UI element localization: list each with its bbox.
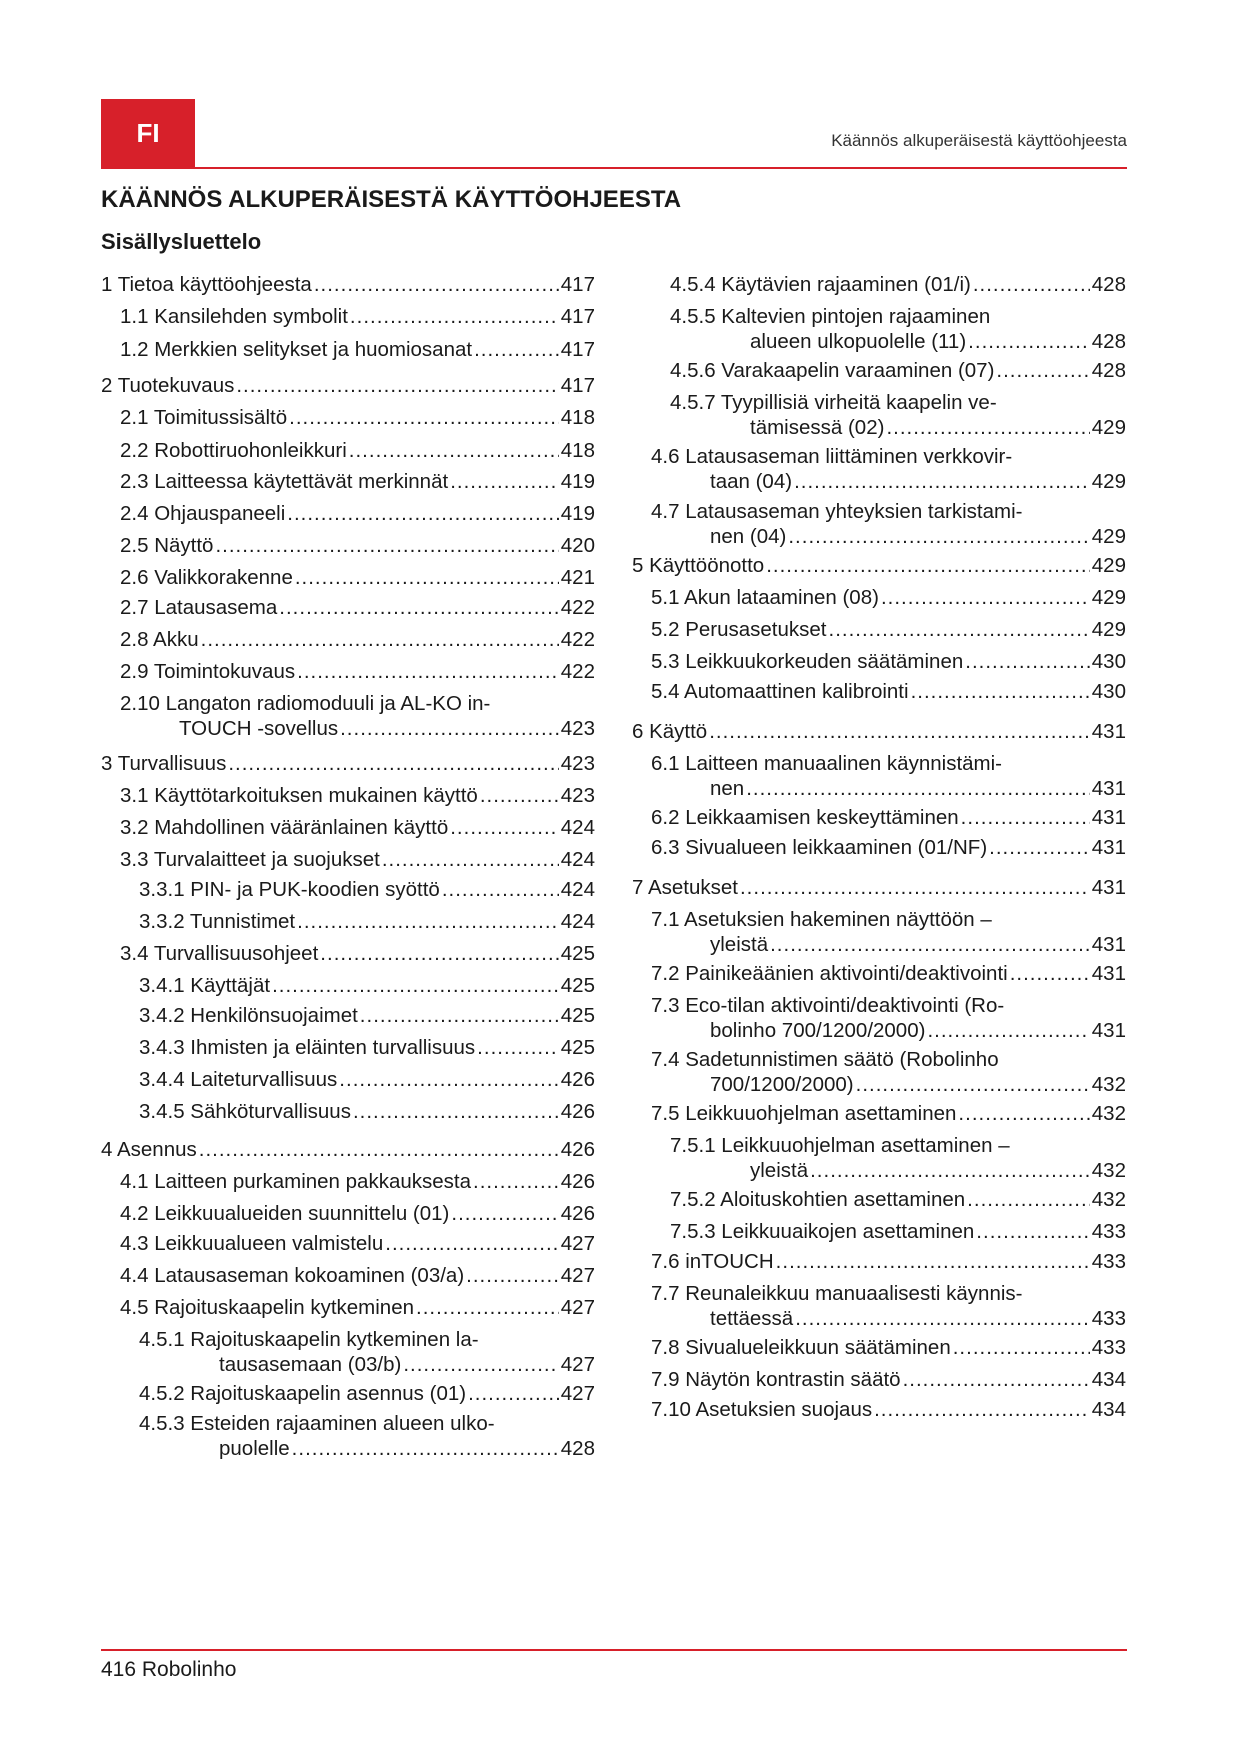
toc-page-number: 433	[1091, 1307, 1126, 1330]
toc-entry-title: 7.9 Näytön kontrastin säätö	[651, 1368, 901, 1391]
toc-leader-dots	[794, 469, 1090, 494]
toc-entry[interactable]	[120, 847, 595, 872]
toc-leader-dots	[297, 909, 559, 934]
toc-entry-title: 3.3.1 PIN- ja PUK-koodien syöttö	[139, 878, 440, 901]
toc-page-number: 417	[560, 338, 595, 361]
toc-leader-dots	[856, 1072, 1090, 1097]
toc-leader-dots	[766, 553, 1090, 578]
toc-page-number: 421	[560, 566, 595, 589]
toc-entry-title: 4.6 Latausaseman liittäminen verkkovir-	[651, 445, 1013, 468]
toc-page-number: 431	[1091, 836, 1126, 859]
toc-leader-dots	[976, 1219, 1089, 1244]
toc-entry-title: 4.1 Laitteen purkaminen pakkauksesta	[120, 1170, 472, 1193]
toc-page-number: 432	[1091, 1102, 1126, 1125]
toc-entry[interactable]	[632, 875, 1126, 900]
toc-page-number: 433	[1091, 1336, 1126, 1359]
toc-page-number: 424	[560, 878, 595, 901]
toc-leader-dots	[788, 524, 1089, 549]
toc-entry-title: 7.5.2 Aloituskohtien asettaminen	[670, 1188, 966, 1211]
toc-leader-dots	[297, 659, 559, 684]
toc-entry[interactable]	[651, 649, 1126, 674]
toc-entry[interactable]	[651, 907, 1126, 957]
toc-page-number: 417	[560, 374, 595, 397]
toc-entry-title: 4.2 Leikkuualueiden suunnittelu (01)	[120, 1202, 450, 1225]
toc-page-number: 429	[1091, 586, 1126, 609]
toc-leader-dots	[965, 649, 1090, 674]
toc-leader-dots	[881, 585, 1090, 610]
toc-page-number: 430	[1091, 680, 1126, 703]
toc-leader-dots	[295, 565, 559, 590]
toc-entry-title: 7.8 Sivualueleikkuun säätäminen	[651, 1336, 951, 1359]
toc-entry[interactable]	[651, 444, 1126, 494]
toc-entry[interactable]	[101, 1137, 595, 1162]
toc-entry-title: 2.4 Ohjauspaneeli	[120, 502, 286, 525]
toc-entry-title: TOUCH -sovellus	[179, 717, 339, 740]
toc-entry[interactable]	[120, 691, 595, 741]
toc-page-number: 429	[1091, 618, 1126, 641]
toc-entry-title: 7.7 Reunaleikkuu manuaalisesti käynnis-	[651, 1282, 1023, 1305]
toc-entry-title: 4.5.6 Varakaapelin varaaminen (07)	[670, 359, 995, 382]
toc-entry-title: 2.9 Toimintokuvaus	[120, 660, 296, 683]
toc-leader-dots	[279, 595, 559, 620]
toc-entry-title: yleistä	[710, 933, 769, 956]
toc-entry-title: 4.5.3 Esteiden rajaaminen alueen ulko-	[139, 1412, 495, 1435]
toc-leader-dots	[795, 1306, 1090, 1331]
toc-entry-title: 6 Käyttö	[632, 720, 708, 743]
footer-divider	[101, 1649, 1127, 1651]
toc-page-number: 425	[560, 1036, 595, 1059]
toc-page-number: 426	[560, 1170, 595, 1193]
toc-leader-dots	[272, 973, 559, 998]
toc-leader-dots	[996, 358, 1089, 383]
toc-page-number: 425	[560, 974, 595, 997]
toc-page-number: 423	[560, 717, 595, 740]
toc-leader-dots	[450, 469, 559, 494]
toc-entry[interactable]	[101, 272, 595, 297]
toc-entry-title: 7.6 inTOUCH	[651, 1250, 774, 1273]
toc-leader-dots	[349, 438, 559, 463]
toc-entry-title: 2.10 Langaton radiomoduuli ja AL-KO in-	[120, 692, 491, 715]
toc-entry[interactable]	[670, 1187, 1126, 1212]
toc-entry[interactable]	[670, 304, 1126, 354]
toc-page-number: 418	[560, 406, 595, 429]
toc-entry[interactable]	[139, 1381, 595, 1406]
toc-page-number: 428	[1091, 273, 1126, 296]
toc-entry-title: 6.3 Sivualueen leikkaaminen (01/NF)	[651, 836, 988, 859]
toc-entry-title: 7.1 Asetuksien hakeminen näyttöön –	[651, 908, 992, 931]
toc-page-number: 424	[560, 816, 595, 839]
toc-page-number: 417	[560, 305, 595, 328]
toc-entry[interactable]	[651, 1047, 1126, 1097]
toc-page-number: 426	[560, 1100, 595, 1123]
toc-leader-dots	[353, 1099, 559, 1124]
toc-entry-title: 2.8 Akku	[120, 628, 199, 651]
toc-entry[interactable]	[120, 941, 595, 966]
header-divider	[101, 167, 1127, 169]
toc-page-number: 422	[560, 660, 595, 683]
toc-entry[interactable]	[670, 1219, 1126, 1244]
toc-entry[interactable]	[120, 565, 595, 590]
toc-entry[interactable]	[120, 1169, 595, 1194]
toc-entry[interactable]	[651, 1249, 1126, 1274]
toc-leader-dots	[450, 815, 559, 840]
toc-page-number: 432	[1091, 1159, 1126, 1182]
toc-entry[interactable]	[651, 1101, 1126, 1126]
toc-entry-title: 4.5.2 Rajoituskaapelin asennus (01)	[139, 1382, 467, 1405]
toc-page-number: 419	[560, 470, 595, 493]
toc-page-number: 431	[1091, 876, 1126, 899]
toc-page-number: 427	[560, 1296, 595, 1319]
toc-leader-dots	[468, 1381, 559, 1406]
toc-page-number: 422	[560, 628, 595, 651]
toc-leader-dots	[385, 1231, 559, 1256]
toc-entry-title: 4.5.5 Kaltevien pintojen rajaaminen	[670, 305, 991, 328]
toc-entry[interactable]	[651, 993, 1126, 1043]
toc-entry[interactable]	[120, 533, 595, 558]
toc-entry[interactable]	[139, 973, 595, 998]
toc-leader-dots	[709, 719, 1090, 744]
toc-entry[interactable]	[651, 679, 1126, 704]
toc-leader-dots	[746, 776, 1090, 801]
toc-entry[interactable]	[120, 469, 595, 494]
toc-leader-dots	[477, 1035, 559, 1060]
toc-entry-title: tausasemaan (03/b)	[219, 1353, 402, 1376]
toc-page-number: 432	[1091, 1188, 1126, 1211]
toc-entry-title: 4.4 Latausaseman kokoaminen (03/a)	[120, 1264, 465, 1287]
toc-entry-title: 3.4.3 Ihmisten ja eläinten turvallisuus	[139, 1036, 476, 1059]
toc-leader-dots	[740, 875, 1090, 900]
toc-entry[interactable]	[139, 1003, 595, 1028]
toc-page-number: 431	[1091, 806, 1126, 829]
document-title: KÄÄNNÖS ALKUPERÄISESTÄ KÄYTTÖOHJEESTA	[101, 186, 682, 213]
toc-entry-title: 2 Tuotekuvaus	[101, 374, 235, 397]
toc-entry[interactable]	[139, 877, 595, 902]
toc-page-number: 427	[560, 1232, 595, 1255]
toc-page-number: 426	[560, 1068, 595, 1091]
toc-entry[interactable]	[651, 499, 1126, 549]
toc-entry-title: 5.3 Leikkuukorkeuden säätäminen	[651, 650, 964, 673]
toc-entry-title: 2.2 Robottiruohonleikkuri	[120, 439, 347, 462]
toc-page-number: 425	[560, 942, 595, 965]
toc-entry-title: bolinho 700/1200/2000)	[710, 1019, 926, 1042]
toc-entry-title: 3.1 Käyttötarkoituksen mukainen käyttö	[120, 784, 478, 807]
toc-leader-dots	[776, 1249, 1090, 1274]
toc-page-number: 434	[1091, 1368, 1126, 1391]
toc-entry[interactable]	[670, 390, 1126, 440]
toc-entry-title: 5.4 Automaattinen kalibrointi	[651, 680, 909, 703]
toc-leader-dots	[968, 329, 1090, 354]
toc-entry[interactable]	[120, 304, 595, 329]
toc-entry-title: 3.4.2 Henkilönsuojaimet	[139, 1004, 358, 1027]
toc-entry[interactable]	[120, 659, 595, 684]
toc-leader-dots	[350, 304, 559, 329]
toc-entry-title: 4.7 Latausaseman yhteyksien tarkistami-	[651, 500, 1023, 523]
toc-entry-title: 3.3 Turvalaitteet ja suojukset	[120, 848, 380, 871]
toc-entry-title: 4.5.4 Käytävien rajaaminen (01/i)	[670, 273, 971, 296]
toc-entry-title: 2.3 Laitteessa käytettävät merkinnät	[120, 470, 449, 493]
toc-entry[interactable]	[139, 909, 595, 934]
toc-entry-title: 2.7 Latausasema	[120, 596, 278, 619]
toc-entry-title: 7.4 Sadetunnistimen säätö (Robolinho	[651, 1048, 999, 1071]
toc-leader-dots	[451, 1201, 558, 1226]
toc-leader-dots	[903, 1367, 1090, 1392]
toc-entry-title: 7.5 Leikkuuohjelman asettaminen	[651, 1102, 957, 1125]
toc-entry[interactable]	[670, 272, 1126, 297]
toc-page-number: 420	[560, 534, 595, 557]
toc-leader-dots	[480, 783, 559, 808]
toc-page-number: 423	[560, 752, 595, 775]
toc-leader-dots	[886, 415, 1089, 440]
toc-entry-title: 3.4.4 Laiteturvallisuus	[139, 1068, 338, 1091]
toc-entry[interactable]	[139, 1035, 595, 1060]
toc-leader-dots	[382, 847, 559, 872]
toc-leader-dots	[228, 751, 558, 776]
toc-leader-dots	[967, 1187, 1090, 1212]
toc-entry[interactable]	[120, 595, 595, 620]
toc-entry-title: 1 Tietoa käyttöohjeesta	[101, 273, 312, 296]
toc-page-number: 418	[560, 439, 595, 462]
toc-entry[interactable]	[632, 553, 1126, 578]
language-tab: FI	[101, 99, 195, 167]
toc-page-number: 432	[1091, 1073, 1126, 1096]
toc-entry[interactable]	[651, 1397, 1126, 1422]
toc-page-number: 425	[560, 1004, 595, 1027]
toc-entry-title: 2.5 Näyttö	[120, 534, 214, 557]
toc-leader-dots	[339, 1067, 558, 1092]
toc-entry[interactable]	[101, 373, 595, 398]
toc-leader-dots	[320, 941, 558, 966]
toc-entry-title: 7.10 Asetuksien suojaus	[651, 1398, 873, 1421]
toc-leader-dots	[289, 405, 559, 430]
toc-entry-title: 5.2 Perusasetukset	[651, 618, 827, 641]
toc-page-number: 427	[560, 1353, 595, 1376]
toc-entry[interactable]	[120, 1295, 595, 1320]
toc-entry-title: 3.3.2 Tunnistimet	[139, 910, 296, 933]
toc-entry[interactable]	[651, 585, 1126, 610]
toc-entry-title: taan (04)	[710, 470, 793, 493]
toc-page-number: 422	[560, 596, 595, 619]
toc-entry-title: alueen ulkopuolelle (11)	[750, 330, 967, 353]
toc-page-number: 429	[1091, 416, 1126, 439]
toc-entry[interactable]	[651, 805, 1126, 830]
toc-page-number: 426	[560, 1202, 595, 1225]
toc-entry[interactable]	[651, 1335, 1126, 1360]
toc-entry[interactable]	[632, 719, 1126, 744]
toc-page-number: 429	[1091, 525, 1126, 548]
toc-entry[interactable]	[120, 438, 595, 463]
toc-page-number: 424	[560, 848, 595, 871]
toc-leader-dots	[292, 1436, 559, 1461]
toc-entry[interactable]	[139, 1067, 595, 1092]
toc-entry[interactable]	[120, 815, 595, 840]
running-header-title: Käännös alkuperäisestä käyttöohjeesta	[831, 131, 1127, 150]
toc-entry[interactable]	[120, 1201, 595, 1226]
toc-entry-title: 7.3 Eco-tilan aktivointi/deaktivointi (Ro-	[651, 994, 1005, 1017]
toc-leader-dots	[961, 805, 1090, 830]
toc-leader-dots	[1010, 961, 1090, 986]
toc-entry[interactable]	[651, 961, 1126, 986]
toc-leader-dots	[874, 1397, 1090, 1422]
toc-heading: Sisällysluettelo	[101, 229, 262, 254]
toc-entry-title: 2.1 Toimitussisältö	[120, 406, 288, 429]
toc-leader-dots	[829, 617, 1090, 642]
toc-page-number: 431	[1091, 933, 1126, 956]
toc-entry-title: 2.6 Valikkorakenne	[120, 566, 293, 589]
toc-entry[interactable]	[120, 1231, 595, 1256]
toc-entry-title: 700/1200/2000)	[710, 1073, 854, 1096]
toc-entry-title: 6.1 Laitteen manuaalinen käynnistämi-	[651, 752, 1002, 775]
toc-leader-dots	[287, 501, 559, 526]
toc-entry-title: 4 Asennus	[101, 1138, 197, 1161]
toc-entry-title: nen	[710, 777, 745, 800]
toc-entry-title: 7.5.1 Leikkuuohjelman asettaminen –	[670, 1134, 1010, 1157]
toc-page-number: 419	[560, 502, 595, 525]
toc-entry-title: 5 Käyttöönotto	[632, 554, 765, 577]
toc-leader-dots	[340, 716, 559, 741]
toc-page-number: 428	[1091, 330, 1126, 353]
toc-leader-dots	[473, 1169, 559, 1194]
toc-leader-dots	[442, 877, 559, 902]
toc-entry-title: 5.1 Akun lataaminen (08)	[651, 586, 879, 609]
toc-entry[interactable]	[670, 358, 1126, 383]
toc-leader-dots	[911, 679, 1090, 704]
toc-page-number: 424	[560, 910, 595, 933]
toc-leader-dots	[416, 1295, 559, 1320]
toc-leader-dots	[927, 1018, 1089, 1043]
toc-entry-title: 3.4.1 Käyttäjät	[139, 974, 271, 997]
toc-page-number: 434	[1091, 1398, 1126, 1421]
toc-leader-dots	[199, 1137, 559, 1162]
toc-leader-dots	[973, 272, 1090, 297]
toc-entry-title: tettäessä	[710, 1307, 794, 1330]
toc-entry[interactable]	[651, 835, 1126, 860]
toc-entry-title: yleistä	[750, 1159, 809, 1182]
toc-page-number: 417	[560, 273, 595, 296]
toc-page-number: 427	[560, 1382, 595, 1405]
toc-page-number: 431	[1091, 720, 1126, 743]
toc-leader-dots	[810, 1158, 1090, 1183]
toc-leader-dots	[215, 533, 558, 558]
toc-entry[interactable]	[120, 783, 595, 808]
toc-entry-title: 3.4.5 Sähköturvallisuus	[139, 1100, 351, 1123]
toc-page-number: 433	[1091, 1250, 1126, 1273]
page-footer: 416 Robolinho	[101, 1658, 237, 1681]
toc-entry-title: 7 Asetukset	[632, 876, 738, 899]
toc-leader-dots	[770, 932, 1090, 957]
toc-entry[interactable]	[120, 1263, 595, 1288]
toc-page-number: 428	[560, 1437, 595, 1460]
toc-page-number: 423	[560, 784, 595, 807]
toc-entry[interactable]	[139, 1099, 595, 1124]
toc-entry[interactable]	[139, 1327, 595, 1377]
toc-leader-dots	[989, 835, 1090, 860]
toc-leader-dots	[403, 1352, 558, 1377]
toc-entry-title: 3.2 Mahdollinen vääränlainen käyttö	[120, 816, 449, 839]
toc-entry-title: 4.5 Rajoituskaapelin kytkeminen	[120, 1296, 414, 1319]
toc-page-number: 429	[1091, 470, 1126, 493]
toc-entry-title: 3 Turvallisuus	[101, 752, 227, 775]
toc-page-number: 428	[1091, 359, 1126, 382]
toc-entry-title: 7.2 Painikeäänien aktivointi/deaktivointi	[651, 962, 1008, 985]
toc-entry-title: tämisessä (02)	[750, 416, 885, 439]
toc-leader-dots	[466, 1263, 559, 1288]
toc-page-number: 431	[1091, 777, 1126, 800]
toc-entry[interactable]	[120, 337, 595, 362]
toc-leader-dots	[360, 1003, 559, 1028]
toc-leader-dots	[201, 627, 559, 652]
toc-entry-title: 3.4 Turvallisuusohjeet	[120, 942, 319, 965]
toc-entry[interactable]	[120, 627, 595, 652]
toc-entry-title: nen (04)	[710, 525, 787, 548]
toc-entry-title: 6.2 Leikkaamisen keskeyttäminen	[651, 806, 959, 829]
toc-entry-title: 4.5.7 Tyypillisiä virheitä kaapelin ve-	[670, 391, 997, 414]
toc-leader-dots	[958, 1101, 1089, 1126]
toc-page-number: 427	[560, 1264, 595, 1287]
toc-entry[interactable]	[670, 1133, 1126, 1183]
toc-entry-title: 4.5.1 Rajoituskaapelin kytkeminen la-	[139, 1328, 479, 1351]
toc-page-number: 433	[1091, 1220, 1126, 1243]
toc-entry-title: 1.2 Merkkien selitykset ja huomiosanat	[120, 338, 473, 361]
toc-entry[interactable]	[651, 1281, 1126, 1331]
toc-entry[interactable]	[120, 501, 595, 526]
toc-entry[interactable]	[120, 405, 595, 430]
toc-leader-dots	[236, 373, 558, 398]
toc-leader-dots	[314, 272, 559, 297]
toc-leader-dots	[474, 337, 559, 362]
toc-entry-title: 7.5.3 Leikkuuaikojen asettaminen	[670, 1220, 975, 1243]
toc-entry-title: puolelle	[219, 1437, 290, 1460]
toc-entry[interactable]	[651, 1367, 1126, 1392]
toc-entry-title: 4.3 Leikkuualueen valmistelu	[120, 1232, 384, 1255]
toc-page-number: 429	[1091, 554, 1126, 577]
toc-entry[interactable]	[101, 751, 595, 776]
toc-entry[interactable]	[139, 1411, 595, 1461]
toc-page-number: 431	[1091, 962, 1126, 985]
toc-page-number: 426	[560, 1138, 595, 1161]
toc-entry[interactable]	[651, 617, 1126, 642]
toc-page-number: 431	[1091, 1019, 1126, 1042]
toc-entry[interactable]	[651, 751, 1126, 801]
toc-entry-title: 1.1 Kansilehden symbolit	[120, 305, 348, 328]
toc-leader-dots	[953, 1335, 1090, 1360]
toc-page-number: 430	[1091, 650, 1126, 673]
